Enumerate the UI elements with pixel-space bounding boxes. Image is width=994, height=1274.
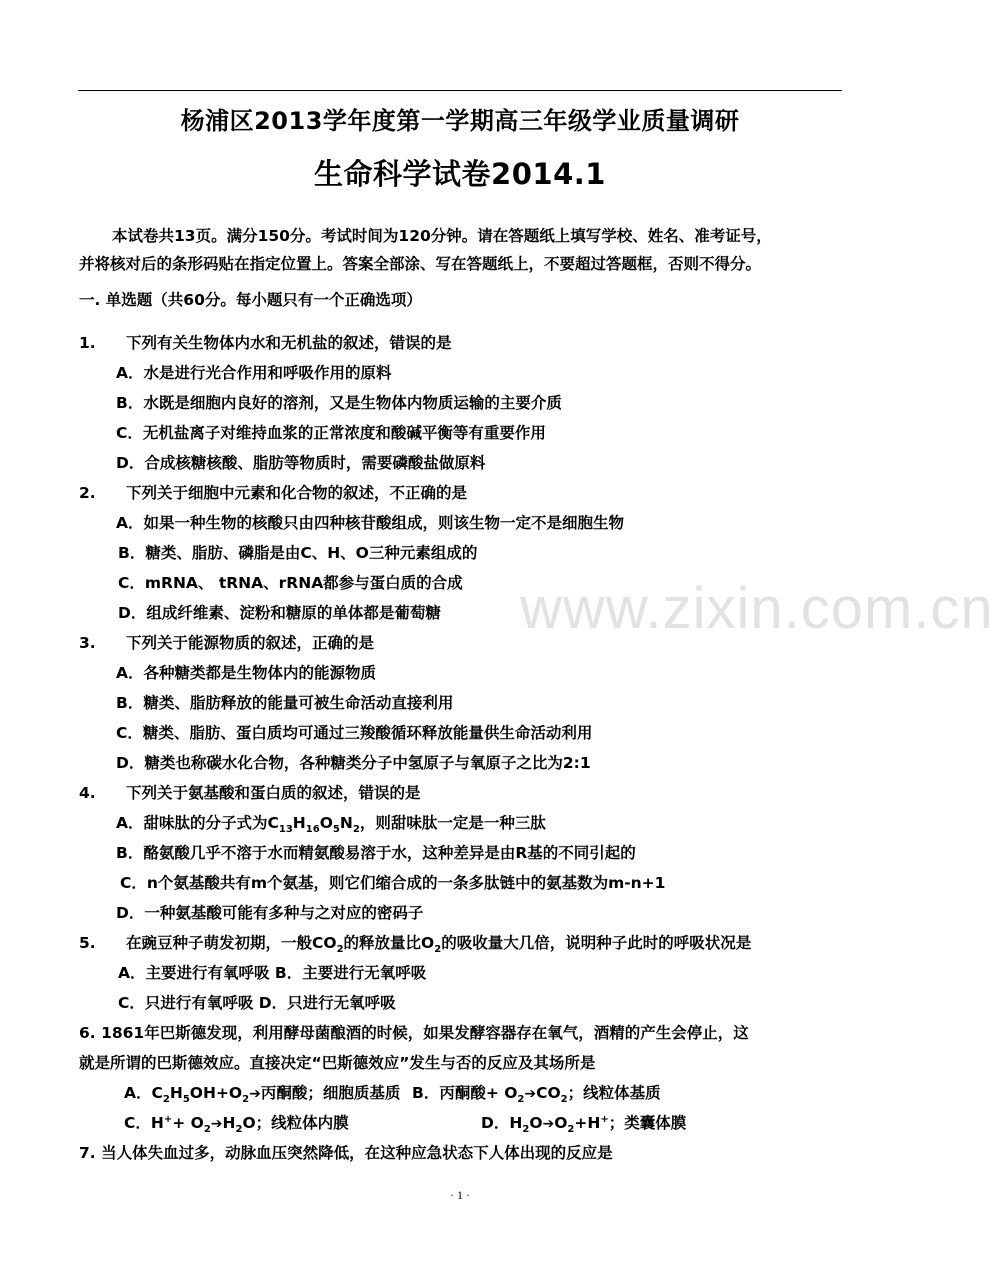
question-stem-5 [126,933,752,956]
q3-option-b: B．糖类、脂肪释放的能量可被生命活动直接利用 [116,694,454,712]
q6-c-sup-1: + [163,1113,173,1125]
q6-d-text-4: +H [574,1114,601,1132]
arrow-icon: ➔ [210,1116,223,1132]
section-title: 一. 单选题（共60分。每小题只有一个正确选项） [79,291,422,309]
q6-c-sub-2: 2 [235,1124,243,1136]
q6-b-sub-1: 2 [517,1094,525,1106]
question-stem-3: 下列关于能源物质的叙述，正确的是 [126,634,375,652]
q6-d-text-5: ；类囊体膜 [608,1114,687,1132]
q6-stem-line-2: 就是所谓的巴斯德效应。直接决定“巴斯德效应”发生与否的反应及其场所是 [79,1054,596,1072]
q4-a-text-3: O [319,814,333,832]
q1-option-a: A．水是进行光合作用和呼吸作用的原料 [116,364,392,382]
q5-options-cd: C．只进行有氧呼吸 D．只进行无氧呼吸 [118,994,396,1012]
q6-a-sub-3: 2 [242,1094,250,1106]
q6-a-text-1: A．C [124,1084,163,1102]
question-number-5: 5. [79,934,96,952]
question-number-1: 1. [79,334,96,352]
q4-a-text-4: N [339,814,353,832]
q2-option-b: B．糖类、脂肪、磷脂是由C、H、O三种元素组成的 [118,544,478,562]
question-stem-1: 下列有关生物体内水和无机盐的叙述，错误的是 [126,334,452,352]
q2-option-a: A．如果一种生物的核酸只由四种核苷酸组成，则该生物一定不是细胞生物 [116,514,624,532]
q5-stem-text-2: 的释放量比O [343,934,435,952]
q6-stem-line-1: 6. 1861年巴斯德发现，利用酵母菌酿酒的时候，如果发酵容器存在氧气，酒精的产生会停止，这 [79,1024,749,1042]
header-rule [78,90,842,91]
q6-option-d [481,1113,686,1134]
q6-d-text-3: O [554,1114,568,1132]
arrow-icon: ➔ [249,1086,261,1102]
q1-option-c: C．无机盐离子对维持血浆的正常浓度和酸碱平衡等有重要作用 [116,424,546,442]
q6-option-c [124,1113,349,1134]
q6-c-sub-1: 2 [203,1124,211,1136]
q3-option-d: D．糖类也称碳水化合物，各种糖类分子中氢原子与氧原子之比为2:1 [116,754,591,772]
q3-option-a: A．各种糖类都是生物体内的能源物质 [116,664,376,682]
q7-stem: 7. 当人体失血过多，动脉血压突然降低，在这种应急状态下人体出现的反应是 [79,1144,613,1162]
q6-d-sub-1: 2 [522,1124,530,1136]
q6-d-sub-2: 2 [567,1124,575,1136]
q4-a-sub-3: 5 [332,824,340,836]
q6-a-sub-1: 2 [162,1094,170,1106]
exam-subtitle: 生命科学试卷2014.1 [314,157,606,191]
q6-b-text-3: ；线粒体基质 [567,1084,661,1102]
q6-d-sup-1: + [600,1113,609,1125]
q2-option-c: C．mRNA、 tRNA、rRNA都参与蛋白质的合成 [118,574,463,592]
q1-option-b: B．水既是细胞内良好的溶剂，又是生物体内物质运输的主要介质 [116,394,562,412]
q6-a-text-3: OH+O [189,1084,243,1102]
q1-option-d: D．合成核糖核酸、脂肪等物质时，需要磷酸盐做原料 [116,454,486,472]
q4-a-sub-1: 13 [278,824,293,836]
q6-c-text-1: C．H [124,1114,164,1132]
intro-line-2: 并将核对后的条形码贴在指定位置上。答案全部涂、写在答题纸上，不要超过答题框，否则不得分。 [79,255,762,273]
watermark: www.zixin.com.cn [520,576,994,641]
q3-option-c: C．糖类、脂肪、蛋白质均可通过三羧酸循环释放能量供生命活动利用 [116,724,593,742]
q4-option-b: B．酪氨酸几乎不溶于水而精氨酸易溶于水，这种差异是由R基的不同引起的 [116,844,636,862]
question-number-3: 3. [79,634,96,652]
question-number-4: 4. [79,784,96,802]
q6-a-text-4: 丙酮酸；细胞质基质 [260,1084,401,1102]
q4-a-text-1: A．甜味肽的分子式为C [116,814,279,832]
q6-b-text-2: CO [536,1084,561,1102]
q6-option-b [412,1083,661,1104]
q6-d-text-2: O [529,1114,543,1132]
question-stem-4: 下列关于氨基酸和蛋白质的叙述，错误的是 [126,784,421,802]
q5-stem-sub-2: 2 [434,944,442,956]
q6-b-sub-2: 2 [560,1094,568,1106]
question-number-2: 2. [79,484,96,502]
q6-a-text-2: H [169,1084,183,1102]
q6-c-text-4: O；线粒体内膜 [242,1114,349,1132]
q4-option-d: D．一种氨基酸可能有多种与之对应的密码子 [116,904,424,922]
q5-stem-text-3: 的吸收量大几倍，说明种子此时的呼吸状况是 [441,934,752,952]
intro-line-1: 本试卷共13页。满分150分。考试时间为120分钟。请在答题纸上填写学校、姓名、准考证号， [112,227,772,245]
exam-title: 杨浦区2013学年度第一学期高三年级学业质量调研 [180,107,740,135]
q6-option-a [124,1083,400,1104]
q6-c-text-2: + O [172,1114,204,1132]
q4-option-c: C．n个氨基酸共有m个氨基，则它们缩合成的一条多肽链中的氨基数为m-n+1 [120,874,666,892]
q6-d-text-1: D．H [481,1114,523,1132]
q5-stem-text-1: 在豌豆种子萌发初期，一般CO [126,934,337,952]
arrow-icon: ➔ [524,1086,537,1102]
q4-a-sub-4: 2 [352,824,360,836]
q6-a-sub-2: 5 [182,1094,190,1106]
q6-c-text-3: H [222,1114,236,1132]
q6-b-text-1: B．丙酮酸+ O [412,1084,518,1102]
q5-stem-sub-1: 2 [336,944,344,956]
q5-options-ab: A．主要进行有氧呼吸 B．主要进行无氧呼吸 [118,964,427,982]
q4-option-a [116,813,546,836]
question-stem-2: 下列关于细胞中元素和化合物的叙述，不正确的是 [126,484,468,502]
q4-a-text-2: H [292,814,306,832]
q4-a-sub-2: 16 [305,824,320,836]
q4-a-text-5: ，则甜味肽一定是一种三肽 [359,814,546,832]
arrow-icon: ➔ [542,1116,555,1132]
page-number: · 1 · [450,1188,470,1202]
q2-option-d: D．组成纤维素、淀粉和糖原的单体都是葡萄糖 [118,604,441,622]
